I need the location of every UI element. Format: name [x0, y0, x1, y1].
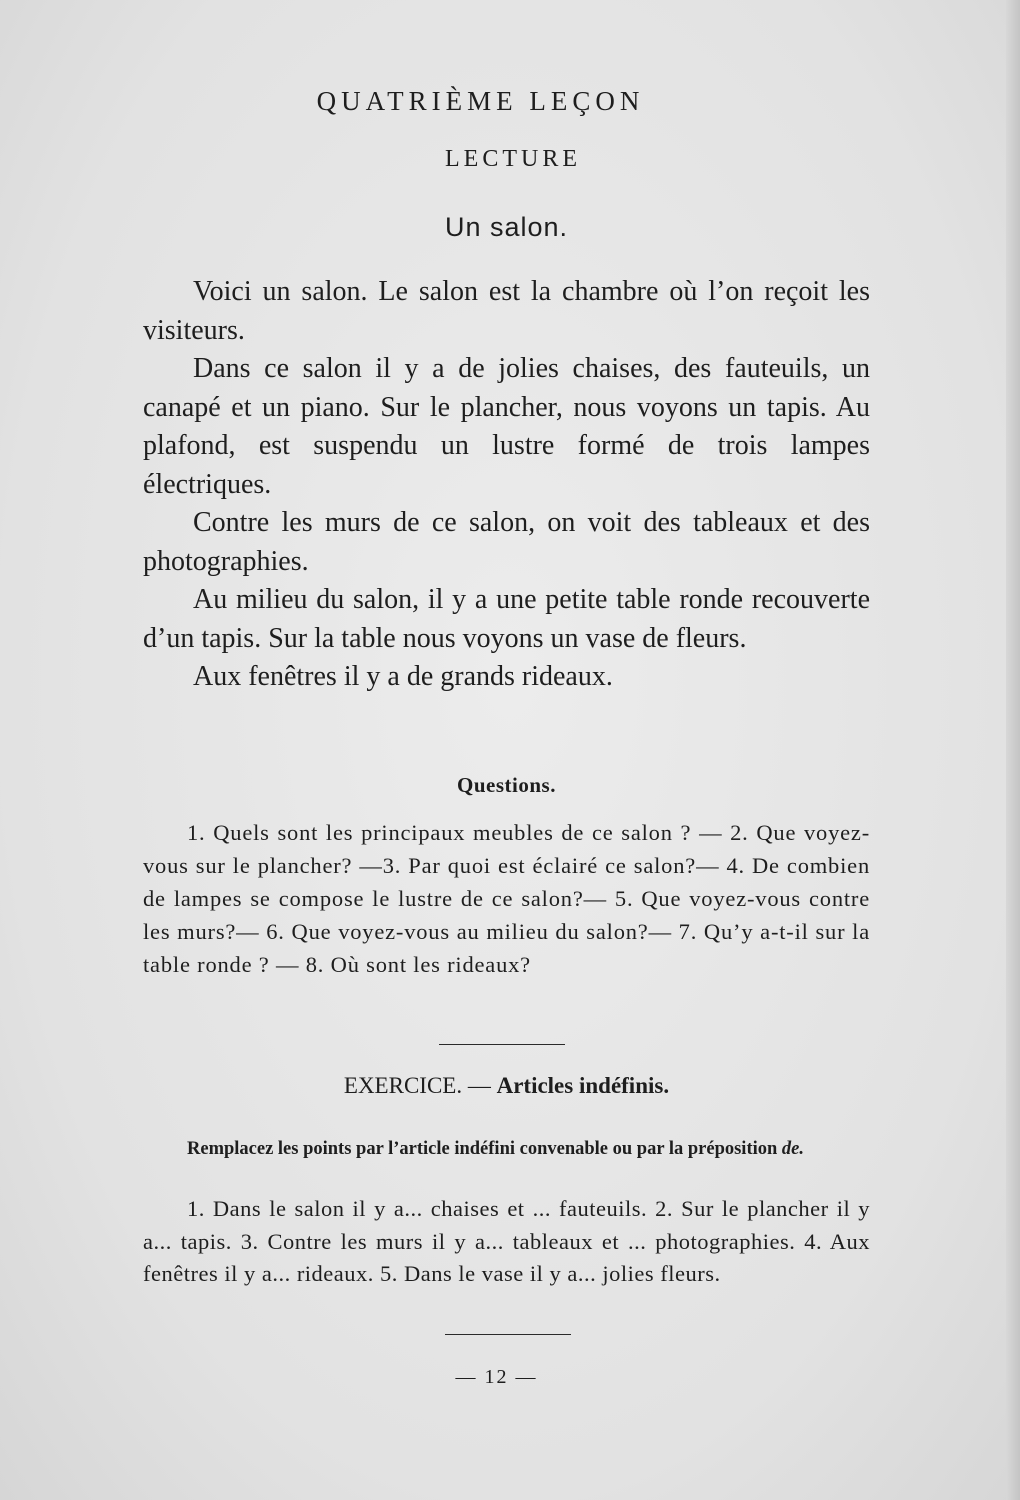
lesson-heading: QUATRIÈME LEÇON — [316, 86, 645, 116]
reading-text — [143, 273, 870, 697]
questions-text: 1. Quels sont les principaux meubles de ce salon ? — 2. Que voyez-vous sur le plancher? —3. Par quoi est éclairé ce salon?— 4. De combien de lampes se compose le lustre de ce salon?— 5. Que voyez-vous contre les murs?— 6. Que voyez-vous au milieu du salon?— 7. Qu’y a-t-il sur la table ronde ? — 8. Où sont les rideaux? — [143, 820, 870, 977]
reading-paragraph: Aux fenêtres il y a de grands rideaux. — [193, 661, 613, 692]
exercise-label: EXERCICE. — [343, 1073, 463, 1098]
separator-rule — [439, 1044, 565, 1045]
reading-paragraph: Au milieu du salon, il y a une petite table ronde recouverte d’un tapis. Sur la table nous voyons un vase de fleurs. — [143, 584, 870, 654]
exercise-topic: Articles indéfinis. — [496, 1073, 670, 1098]
reading-paragraph: Contre les murs de ce salon, on voit des tableaux et des photographies. — [143, 507, 870, 577]
reading-title: Un salon. — [444, 212, 569, 242]
exercise-dash: — — [467, 1073, 491, 1098]
reading-paragraph: Dans ce salon il y a de jolies chaises, des fauteuils, un canapé et un piano. Sur le plancher, nous voyons un tapis. Au plafond, est suspendu un lustre formé de trois lampes électriques. — [143, 353, 870, 500]
page-number: — 12 — — [455, 1366, 538, 1388]
exercise-heading — [143, 1073, 870, 1099]
exercise-text: 1. Dans le salon il y a... chaises et ... fauteuils. 2. Sur le plancher il y a... tapis. 3. Contre les murs il y a... tableaux et ... photographies. 4. Aux fenêtres il y a... rideaux. 5. Dans le vase il y a... jolies fleurs. — [143, 1196, 870, 1286]
page-edge-shadow — [1006, 0, 1020, 1500]
reading-paragraph: Voici un salon. Le salon est la chambre où l’on reçoit les visiteurs. — [143, 276, 870, 346]
instruction-text: Remplacez les points par l’article indéfini convenable ou par la préposition — [187, 1139, 778, 1159]
instruction-emphasis: de. — [781, 1139, 805, 1159]
questions-title: Questions. — [457, 773, 556, 797]
exercise-instruction — [143, 1136, 870, 1162]
separator-rule — [445, 1334, 571, 1335]
section-heading: LECTURE — [445, 146, 581, 172]
